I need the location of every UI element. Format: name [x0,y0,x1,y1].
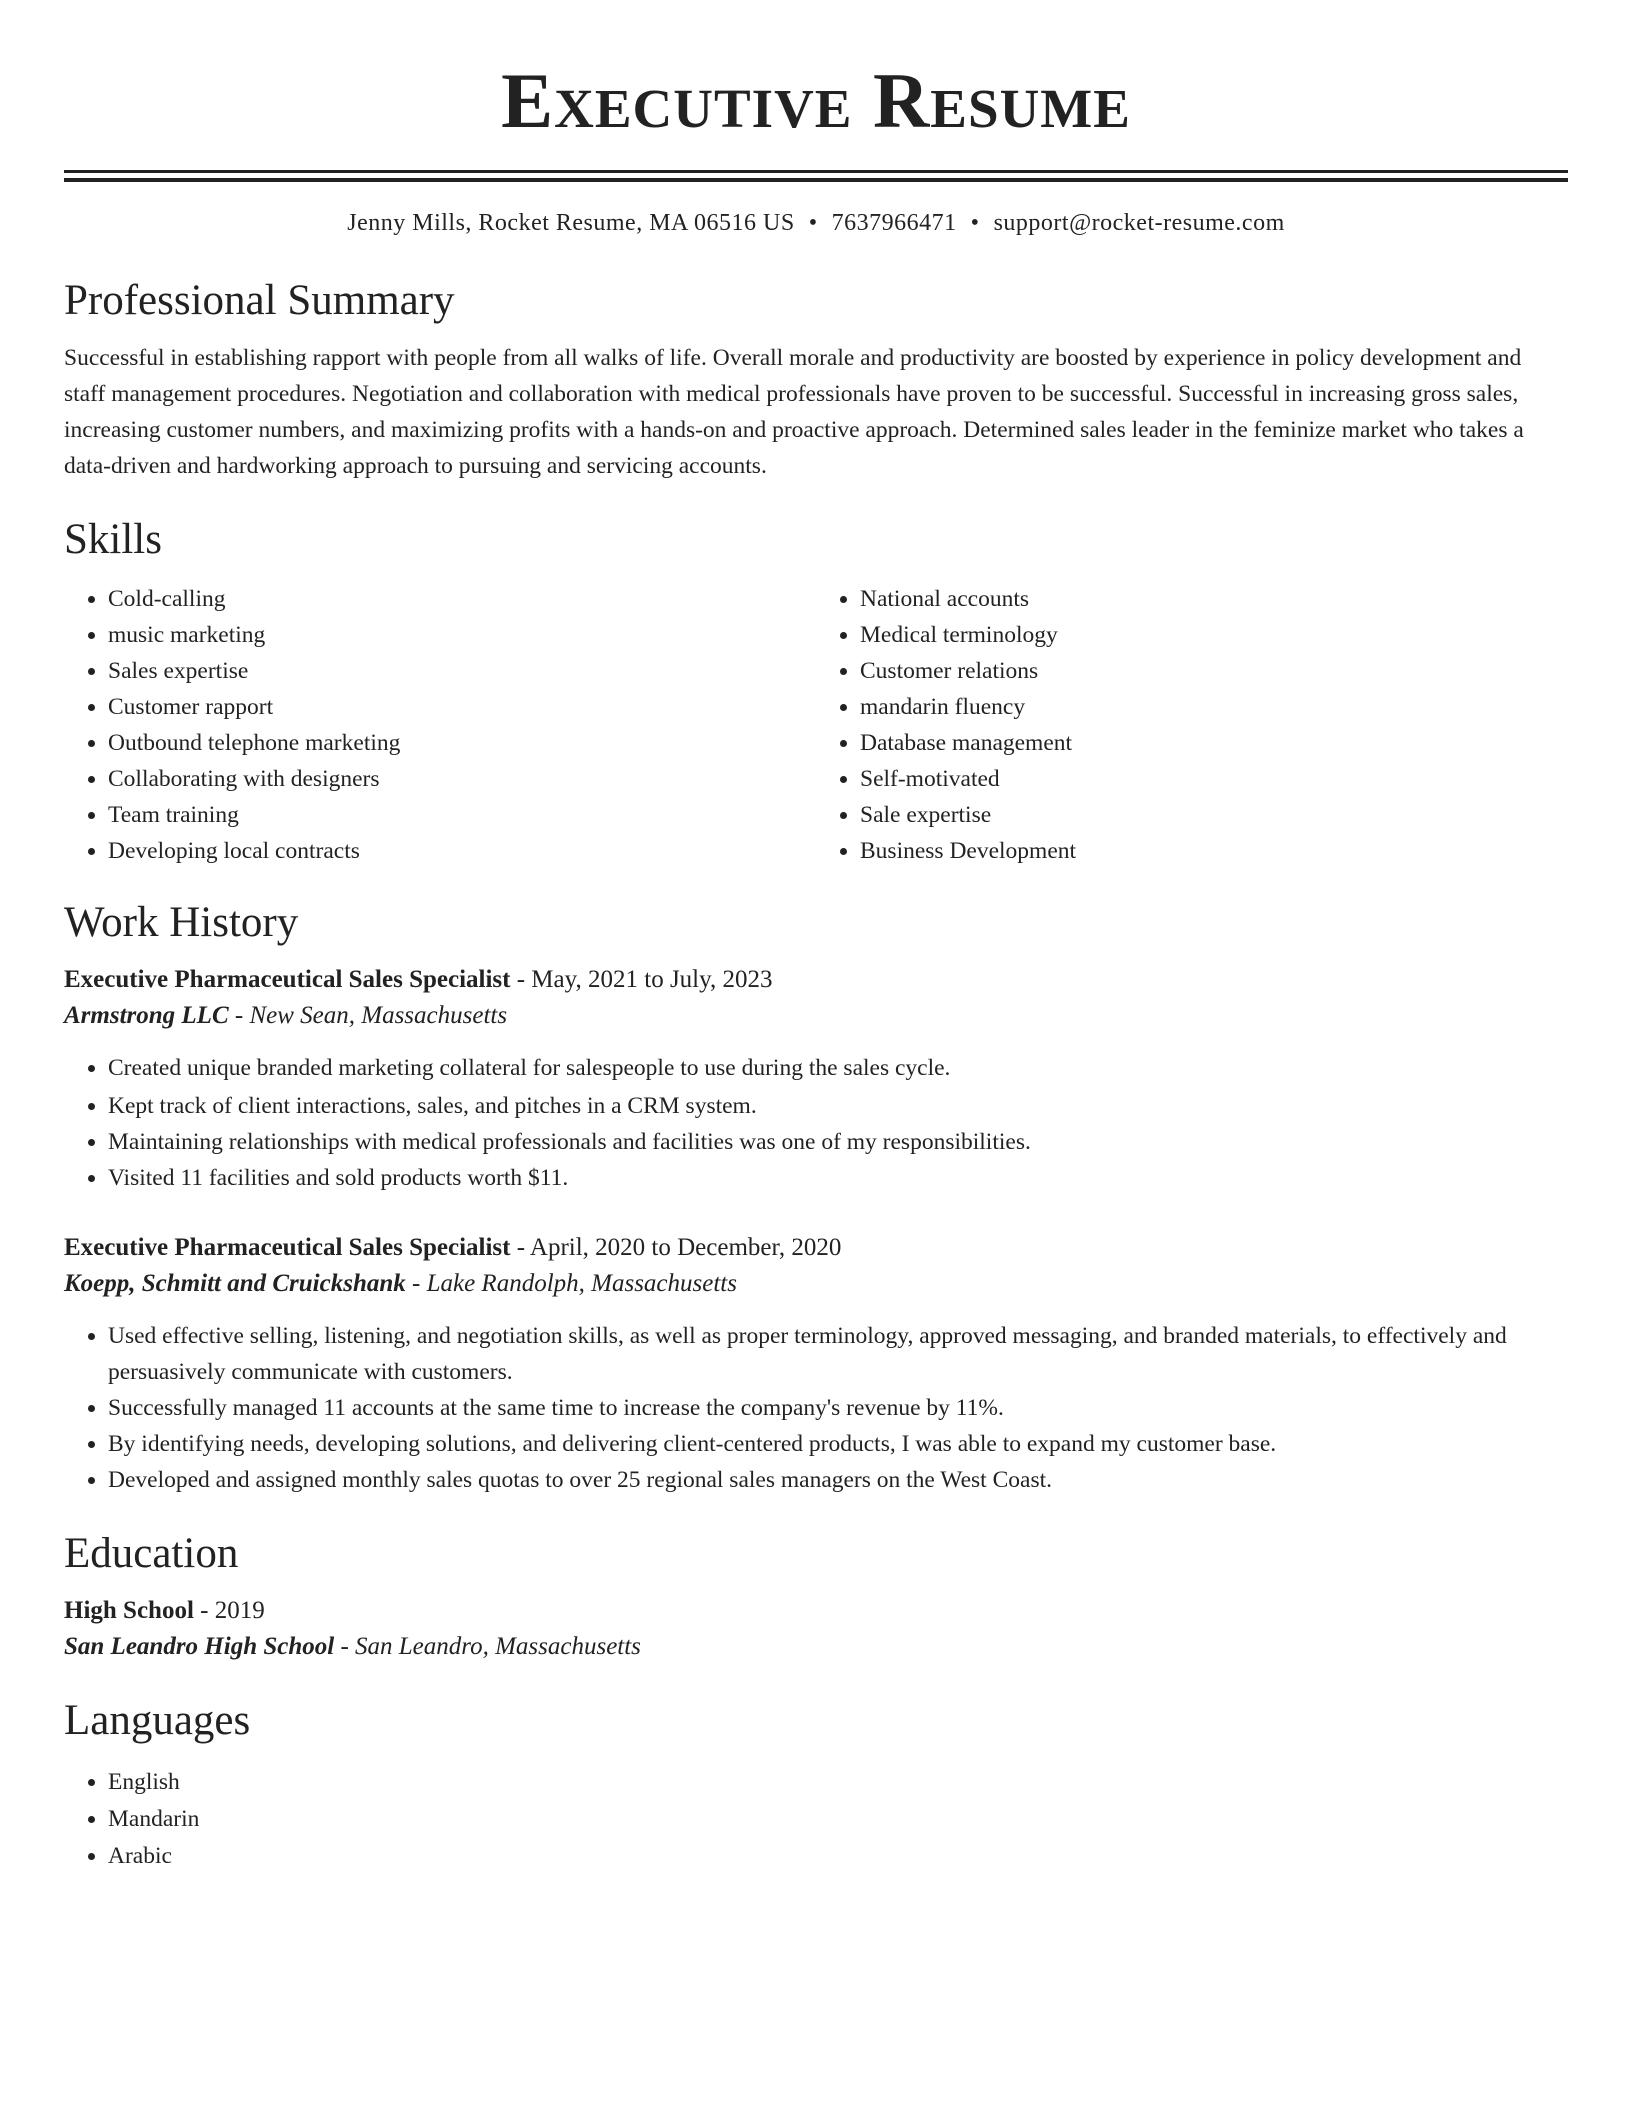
contact-phone: 7637966471 [831,210,957,236]
skill-item: • mandarin fluency [860,689,1568,725]
resume-title: Executive Resume [501,57,1131,144]
employer-location: - Lake Randolph, Massachusetts [405,1270,737,1297]
skill-item: • Collaborating with designers [108,761,816,797]
contact-separator: • [808,210,818,236]
skill-item: • Team training [108,797,816,833]
job-responsibilities [64,1050,1568,1196]
responsibility-item: • Developed and assigned monthly sales quotas to over 25 regional sales managers on the West Coast. [108,1462,1568,1498]
languages-heading: Languages [64,1697,251,1744]
school-location: - San Leandro, Massachusetts [334,1633,641,1660]
language-item: • Mandarin [108,1801,1568,1838]
skill-item: • Customer relations [860,653,1568,689]
skill-item: • Database management [860,725,1568,761]
job-responsibilities [64,1318,1568,1498]
skills-column-right [816,581,1568,869]
language-item: • Arabic [108,1838,1568,1875]
contact-separator: • [970,210,980,236]
job-dates: - April, 2020 to December, 2020 [510,1234,842,1261]
work-history-heading: Work History [64,899,299,946]
skill-item: • Outbound telephone marketing [108,725,816,761]
skill-item: • Customer rapport [108,689,816,725]
skill-item: • Medical terminology [860,617,1568,653]
skills-list [64,581,1568,869]
employer-name: Koepp, Schmitt and Cruickshank [64,1270,406,1297]
responsibility-item: • Successfully managed 11 accounts at the same time to increase the company's revenue by 11%. [108,1390,1568,1426]
education-school-line [64,1629,1568,1665]
contact-line [64,210,1568,237]
education-degree-line [64,1593,1568,1629]
job-title-line [64,962,1568,998]
contact-email[interactable]: support@rocket-resume.com [993,210,1285,236]
job-entry [64,962,1568,1196]
responsibility-item: • Visited 11 facilities and sold products worth $11. [108,1160,1568,1196]
job-title-line [64,1230,1568,1266]
education-heading: Education [64,1530,239,1577]
skill-item: • National accounts [860,581,1568,617]
summary-text: Successful in establishing rapport with people from all walks of life. Overall morale and productivity are boosted by experience in policy development and staff management procedures. Negotiation and collaboration with medical professionals have proven to be successful. Successful in increasing gross sales, increasing customer numbers, and maximizing profits with a hands-on and proactive approach. Determined sales leader in the feminize market who takes a data-driven and hardworking approach to pursuing and servicing accounts. [64,345,1524,479]
job-entry [64,1230,1568,1498]
employer-name: Armstrong LLC [64,1002,229,1029]
contact-address: Jenny Mills, Rocket Resume, MA 06516 US [347,210,795,236]
skill-item: • Developing local contracts [108,833,816,869]
responsibility-item: • Kept track of client interactions, sales, and pitches in a CRM system. [108,1088,1568,1124]
skill-item: • Business Development [860,833,1568,869]
job-title: Executive Pharmaceutical Sales Specialist [64,966,511,993]
skills-heading: Skills [64,516,162,563]
responsibility-item: • Created unique branded marketing collateral for salespeople to use during the sales cycle. [108,1050,1568,1086]
responsibility-item: • By identifying needs, developing solutions, and delivering client-centered products, I was able to expand my customer base. [108,1426,1568,1462]
skill-item: • Sales expertise [108,653,816,689]
skill-item: • Self-motivated [860,761,1568,797]
responsibility-item: • Maintaining relationships with medical professionals and facilities was one of my responsibilities. [108,1124,1568,1160]
title-divider [64,170,1568,182]
summary-heading: Professional Summary [64,277,455,324]
employer-location: - New Sean, Massachusetts [228,1002,508,1029]
responsibility-item: • Used effective selling, listening, and negotiation skills, as well as proper terminology, approved messaging, and branded materials, to effectively and persuasively communicate with customers. [108,1318,1568,1390]
education-year: - 2019 [193,1597,265,1624]
languages-list [64,1764,1568,1875]
education-degree: High School [64,1597,194,1624]
job-dates: - May, 2021 to July, 2023 [510,966,773,993]
skill-item: • Sale expertise [860,797,1568,833]
employer-line [64,1266,1568,1302]
job-title: Executive Pharmaceutical Sales Specialist [64,1234,511,1261]
employer-line [64,998,1568,1034]
school-name: San Leandro High School [64,1633,335,1660]
skill-item: • music marketing [108,617,816,653]
skill-item: • Cold-calling [108,581,816,617]
language-item: • English [108,1764,1568,1801]
skills-column-left [64,581,816,869]
